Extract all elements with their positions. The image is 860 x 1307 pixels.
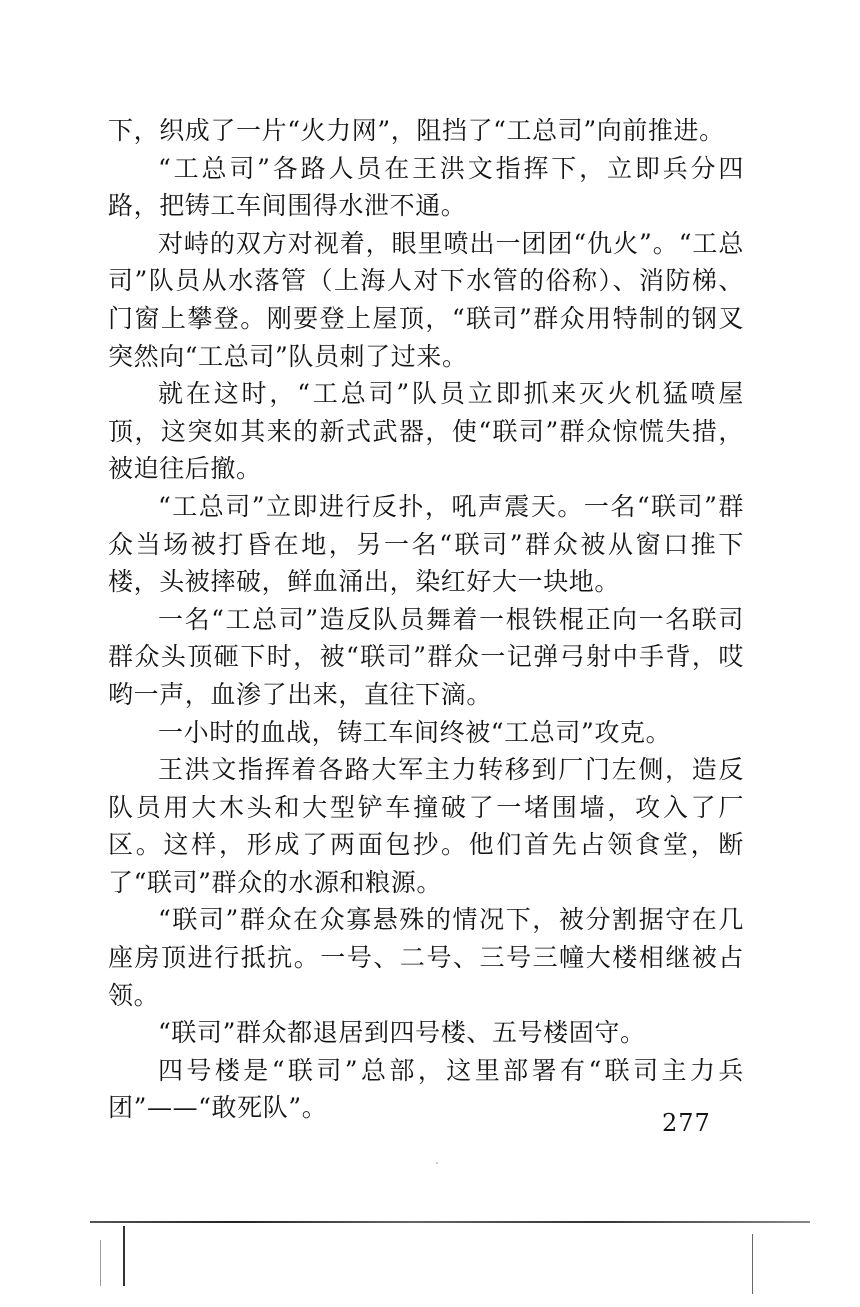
scan-edge-line-right (752, 1234, 753, 1294)
body-text (108, 112, 744, 1127)
paragraph-1: 下，织成了一片“火力网”，阻挡了“工总司”向前推进。 (108, 116, 725, 145)
scan-speck (436, 1162, 438, 1164)
page-number: 277 (662, 1109, 711, 1137)
paragraph-7: 一小时的血战，铸工车间终被“工总司”攻克。 (158, 717, 672, 747)
paragraph-8: 王洪文指挥着各路大军主力转移到厂门左侧，造反队员用大木头和大型铲车撞破了一堵围墙，攻入了厂区。这样，形成了两面包抄。他们首先占领食堂，断了“联司”群众的水源和粮源。 (108, 755, 744, 897)
paragraph-10: “联司”群众都退居到四号楼、五号楼固守。 (158, 1018, 646, 1048)
scan-edge-rule (90, 1221, 810, 1223)
paragraph-4: 就在这时，“工总司”队员立即抓来灭火机猛喷屋顶，这突如其来的新式武器，使“联司”群众惊慌失措，被迫往后撤。 (108, 379, 744, 484)
paragraph-5: “工总司”立即进行反扑，吼声震天。一名“联司”群众当场被打昏在地，另一名“联司”群众被从窗口推下楼，头被摔破，鲜血涌出，染红好大一块地。 (108, 491, 744, 597)
scan-edge-line-left-thin (100, 1240, 101, 1286)
scan-edge-line-left (123, 1226, 125, 1286)
paragraph-9: “联司”群众在众寡悬殊的情况下，被分割据守在几座房顶进行抵抗。一号、二号、三号三幢大楼相继被占领。 (108, 905, 744, 1010)
paragraph-6: 一名“工总司”造反队员舞着一根铁棍正向一名联司群众头顶砸下时，被“联司”群众一记弹弓射中手背，哎哟一声，血渗了出来，直往下滴。 (108, 604, 744, 709)
paragraph-11: 四号楼是“联司”总部，这里部署有“联司主力兵团”——“敢死队”。 (108, 1055, 744, 1123)
paragraph-3: 对峙的双方对视着，眼里喷出一团团“仇火”。“工总司”队员从水落管（上海人对下水管的俗称）、消防梯、门窗上攀登。刚要登上屋顶，“联司”群众用特制的钢叉突然向“工总司”队员刺了过来。 (108, 228, 744, 371)
paragraph-2: “工总司”各路人员在王洪文指挥下，立即兵分四路，把铸工车间围得水泄不通。 (108, 153, 744, 221)
